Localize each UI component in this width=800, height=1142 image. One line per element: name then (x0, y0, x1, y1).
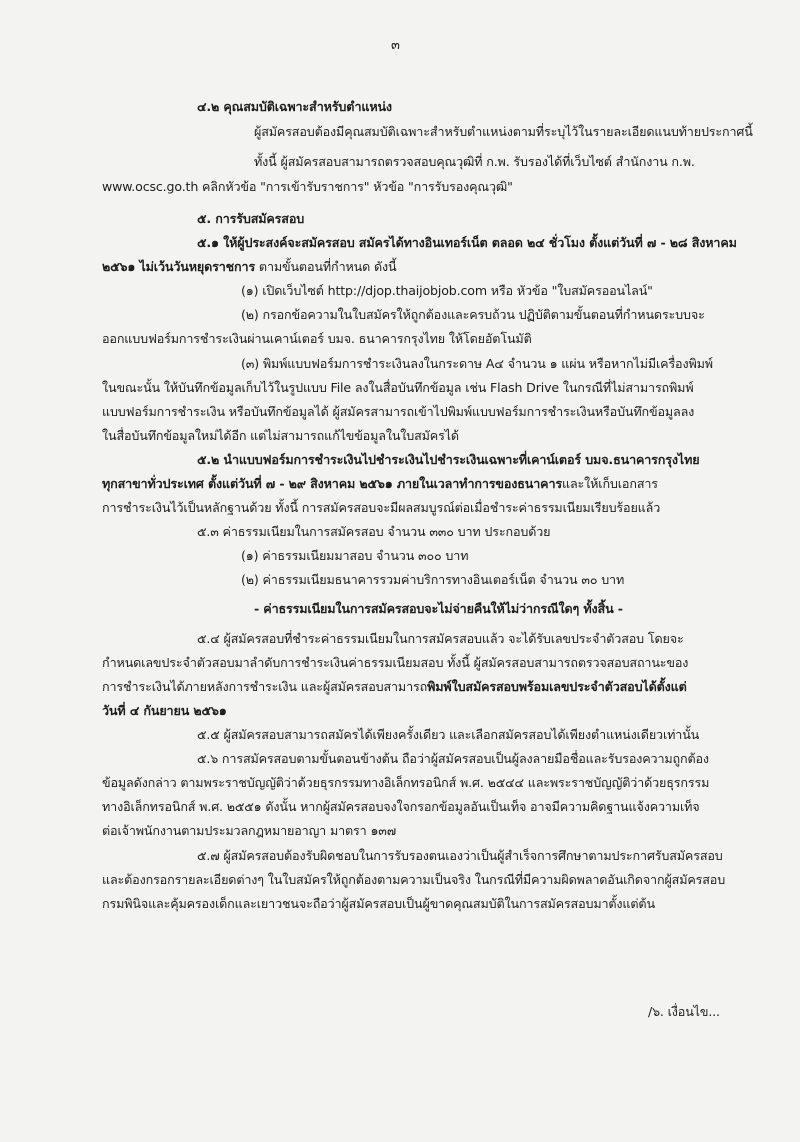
section-5-2-line-2: ทุกสาขาทั่วประเทศ ตั้งแต่วันที่ ๗ - ๒๙ สิงหาคม ๒๕๖๑ ภายในเวลาทำการของธนาคารและให้เก็บเอกสาร (102, 476, 658, 491)
section-5-1-item-3-line-1: (๓) พิมพ์แบบฟอร์มการชำระเงินลงในกระดาษ A๔ จำนวน ๑ แผ่น หรือหากไม่มีเครื่องพิมพ์ (241, 356, 713, 371)
section-5-4-line-4: วันที่ ๔ กันยายน ๒๕๖๑ (102, 703, 227, 718)
section-5-4-line-1: ๕.๔ ผู้สมัครสอบที่ชำระค่าธรรมเนียมในการสมัครสอบแล้ว จะได้รับเลขประจำตัวสอบ โดยจะ (197, 631, 684, 646)
section-5-1-item-3-line-4: ในสื่อบันทึกข้อมูลใหม่ได้อีก แต่ไม่สามารถแก้ไขข้อมูลในใบสมัครได้ (102, 428, 459, 443)
section-5-3-line-1: ๕.๓ ค่าธรรมเนียมในการสมัครสอบ จำนวน ๓๓๐ บาท ประกอบด้วย (197, 524, 551, 539)
section-5-1-item-1: (๑) เปิดเว็บไซต์ http://djop.thaijobjob.com หรือ หัวข้อ "ใบสมัครออนไลน์" (241, 283, 653, 298)
section-5-7-line-2: และต้องกรอกรายละเอียดต่างๆ ในใบสมัครให้ถูกต้องตามความเป็นจริง ในกรณีที่มีความผิดพลาดอันเกิดจากผู้สมัครสอบ (102, 872, 726, 887)
section-5-2-line-1: ๕.๒ นำแบบฟอร์มการชำระเงินไปชำระเงินไปชำระเงินเฉพาะที่เคาน์เตอร์ บมจ.ธนาคารกรุงไทย (197, 452, 700, 467)
section-5-3-item-1: (๑) ค่าธรรมเนียมมาสอบ จำนวน ๓๐๐ บาท (241, 548, 469, 563)
section-4-2-para-1: ผู้สมัครสอบต้องมีคุณสมบัติเฉพาะสำหรับตำแหน่งตามที่ระบุไว้ในรายละเอียดแนบท้ายประกาศนี้ (254, 124, 753, 139)
fee-non-refundable-notice: - ค่าธรรมเนียมในการสมัครสอบจะไม่จ่ายคืนให้ไม่ว่ากรณีใดๆ ทั้งสิ้น - (254, 601, 623, 616)
section-4-2-para-2-line-1: ทั้งนี้ ผู้สมัครสอบสามารถตรวจสอบคุณวุฒิที่ ก.พ. รับรองได้ที่เว็บไซต์ สำนักงาน ก.พ. (254, 154, 695, 169)
section-5-1-line-1: ๕.๑ ให้ผู้ประสงค์จะสมัครสอบ สมัครได้ทางอินเทอร์เน็ต ตลอด ๒๔ ชั่วโมง ตั้งแต่วันที่ ๗ - ๒๘ สิงหาคม (197, 235, 737, 250)
section-4-2-para-2-line-2: www.ocsc.go.th คลิกหัวข้อ "การเข้ารับราชการ" หัวข้อ "การรับรองคุณวุฒิ" (102, 179, 513, 194)
section-5-1-item-3-line-3: แบบฟอร์มการชำระเงิน หรือบันทึกข้อมูลได้ ผู้สมัครสามารถเข้าไปพิมพ์แบบฟอร์มการชำระเงินหรือบันทึกข้อมูลลง (102, 404, 695, 419)
continuation-marker: /๖. เงื่อนไข... (648, 1004, 720, 1019)
section-5-1-item-3-line-2: ในขณะนั้น ให้บันทึกข้อมูลเก็บไว้ในรูปแบบ File ลงในสื่อบันทึกข้อมูล เช่น Flash Drive ในกรณีที่ไม่สามารถพิมพ์ (102, 380, 694, 395)
section-5-1-item-2-line-1: (๒) กรอกข้อความในใบสมัครให้ถูกต้องและครบถ้วน ปฏิบัติตามขั้นตอนที่กำหนดระบบจะ (241, 307, 705, 322)
section-5-4-line-3: การชำระเงินได้ภายหลังการชำระเงิน และผู้สมัครสอบสามารถพิมพ์ใบสมัครสอบพร้อมเลขประจำตัวสอบได้ตั้งแต่ (102, 679, 687, 694)
section-5-3-item-2: (๒) ค่าธรรมเนียมธนาคารรวมค่าบริการทางอินเตอร์เน็ต จำนวน ๓๐ บาท (241, 572, 625, 587)
section-5-6-line-2: ข้อมูลดังกล่าว ตามพระราชบัญญัติว่าด้วยธุรกรรมทางอิเล็กทรอนิกส์ พ.ศ. ๒๕๔๔ และพระราชบัญญัติว่าด้วยธุรกรรม (102, 775, 710, 790)
section-5-6-line-4: ต่อเจ้าพนักงานตามประมวลกฎหมายอาญา มาตรา ๑๓๗ (102, 823, 397, 838)
section-5-5: ๕.๕ ผู้สมัครสอบสามารถสมัครได้เพียงครั้งเดียว และเลือกสมัครสอบได้เพียงตำแหน่งเดียวเท่านั้น (197, 727, 700, 742)
section-5-heading: ๕. การรับสมัครสอบ (197, 211, 305, 226)
section-5-6-line-3: ทางอิเล็กทรอนิกส์ พ.ศ. ๒๕๕๑ ดังนั้น หากผู้สมัครสอบจงใจกรอกข้อมูลอันเป็นเท็จ อาจมีความคิดฐานแจ้งความเท็จ (102, 799, 700, 814)
section-5-6-line-1: ๕.๖ การสมัครสอบตามขั้นตอนข้างต้น ถือว่าผู้สมัครสอบเป็นผู้ลงลายมือชื่อและรับรองความถูกต้อง (197, 751, 709, 766)
section-5-7-line-1: ๕.๗ ผู้สมัครสอบต้องรับผิดชอบในการรับรองตนเองว่าเป็นผู้สำเร็จการศึกษาตามประกาศรับสมัครสอบ (197, 848, 723, 863)
page-number: ๓ (391, 38, 400, 53)
section-4-2-heading: ๔.๒ คุณสมบัติเฉพาะสำหรับตำแหน่ง (197, 99, 392, 114)
section-5-7-line-3: กรมพินิจและคุ้มครองเด็กและเยาวชนจะถือว่าผู้สมัครสอบเป็นผู้ขาดคุณสมบัติในการสมัครสอบมาตั้งแต่ต้น (102, 896, 655, 911)
section-5-4-line-2: กำหนดเลขประจำตัวสอบมาลำดับการชำระเงินค่าธรรมเนียมสอบ ทั้งนี้ ผู้สมัครสอบสามารถตรวจสอบสถานะของ (102, 655, 689, 670)
section-5-1-item-2-line-2: ออกแบบฟอร์มการชำระเงินผ่านเคาน์เตอร์ บมจ. ธนาคารกรุงไทย ให้โดยอัตโนมัติ (102, 331, 532, 346)
section-5-1-line-2: ๒๕๖๑ ไม่เว้นวันหยุดราชการ ตามขั้นตอนที่กำหนด ดังนี้ (102, 259, 397, 274)
section-5-2-line-3: การชำระเงินไว้เป็นหลักฐานด้วย ทั้งนี้ การสมัครสอบจะมีผลสมบูรณ์ต่อเมื่อชำระค่าธรรมเนียมเรียบร้อยแล้ว (102, 500, 661, 515)
